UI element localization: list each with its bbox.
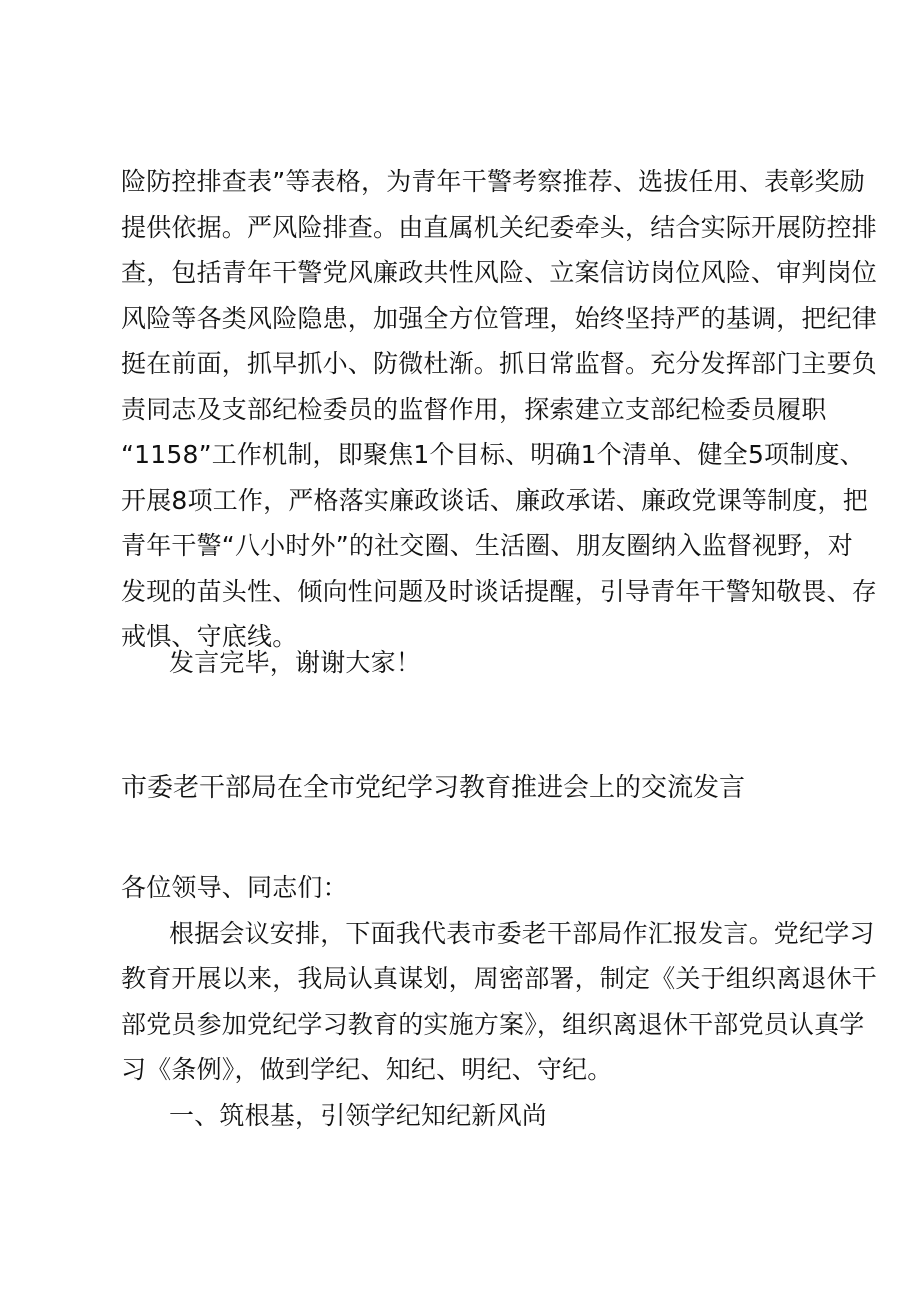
paragraph-line: 责同志及支部纪检委员的监督作用，探索建立支部纪检委员履职 <box>121 394 827 424</box>
speech-body <box>121 865 878 1138</box>
document-title: 市委老干部局在全市党纪学习教育推进会上的交流发言 <box>121 773 746 803</box>
paragraph-line: 教育开展以来，我局认真谋划，周密部署，制定《关于组织离退休干 <box>121 964 878 993</box>
closing-remark <box>121 640 811 686</box>
paragraph-line: 提供依据。严风险排查。由直属机关纪委牵头，结合实际开展防控排 <box>121 212 878 242</box>
paragraph-line: 习《条例》，做到学纪、知纪、明纪、守纪。 <box>121 1055 613 1084</box>
paragraph-line: 戒惧、守底线。 <box>121 622 298 651</box>
paragraph-line: 挺在前面，抓早抓小、防微杜渐。抓日常监督。充分发挥部门主要负 <box>121 349 878 378</box>
paragraph-line: 风险等各类风险隐患，加强全方位管理，始终坚持严的基调，把纪律 <box>121 303 878 333</box>
paragraph-line: 开展8项工作，严格落实廉政谈话、廉政承诺、廉政党课等制度，把 <box>121 485 868 515</box>
paragraph-line: 险防控排查表”等表格，为青年干警考察推荐、选拔任用、表彰奖励 <box>121 167 865 196</box>
salutation: 各位领导、同志们： <box>121 873 348 902</box>
paragraph-line: 部党员参加党纪学习教育的实施方案》，组织离退休干部党员认真学 <box>121 1009 865 1039</box>
previous-speech-paragraph <box>121 159 878 660</box>
paragraph-line: 根据会议安排，下面我代表市委老干部局作汇报发言。党纪学习 <box>169 918 875 948</box>
section-heading: 一、筑根基，引领学纪知纪新风尚 <box>169 1100 548 1130</box>
paragraph-line: 发现的苗头性、倾向性问题及时谈话提醒，引导青年干警知敬畏、存 <box>121 576 878 606</box>
paragraph-line: “1158”工作机制，即聚焦1个目标、明确1个清单、健全5项制度、 <box>121 440 865 469</box>
paragraph-line: 查，包括青年干警党风廉政共性风险、立案信访岗位风险、审判岗位 <box>121 258 878 287</box>
closing-line: 发言完毕，谢谢大家！ <box>169 648 422 677</box>
paragraph-line: 青年干警“八小时外”的社交圈、生活圈、朋友圈纳入监督视野，对 <box>121 531 853 560</box>
